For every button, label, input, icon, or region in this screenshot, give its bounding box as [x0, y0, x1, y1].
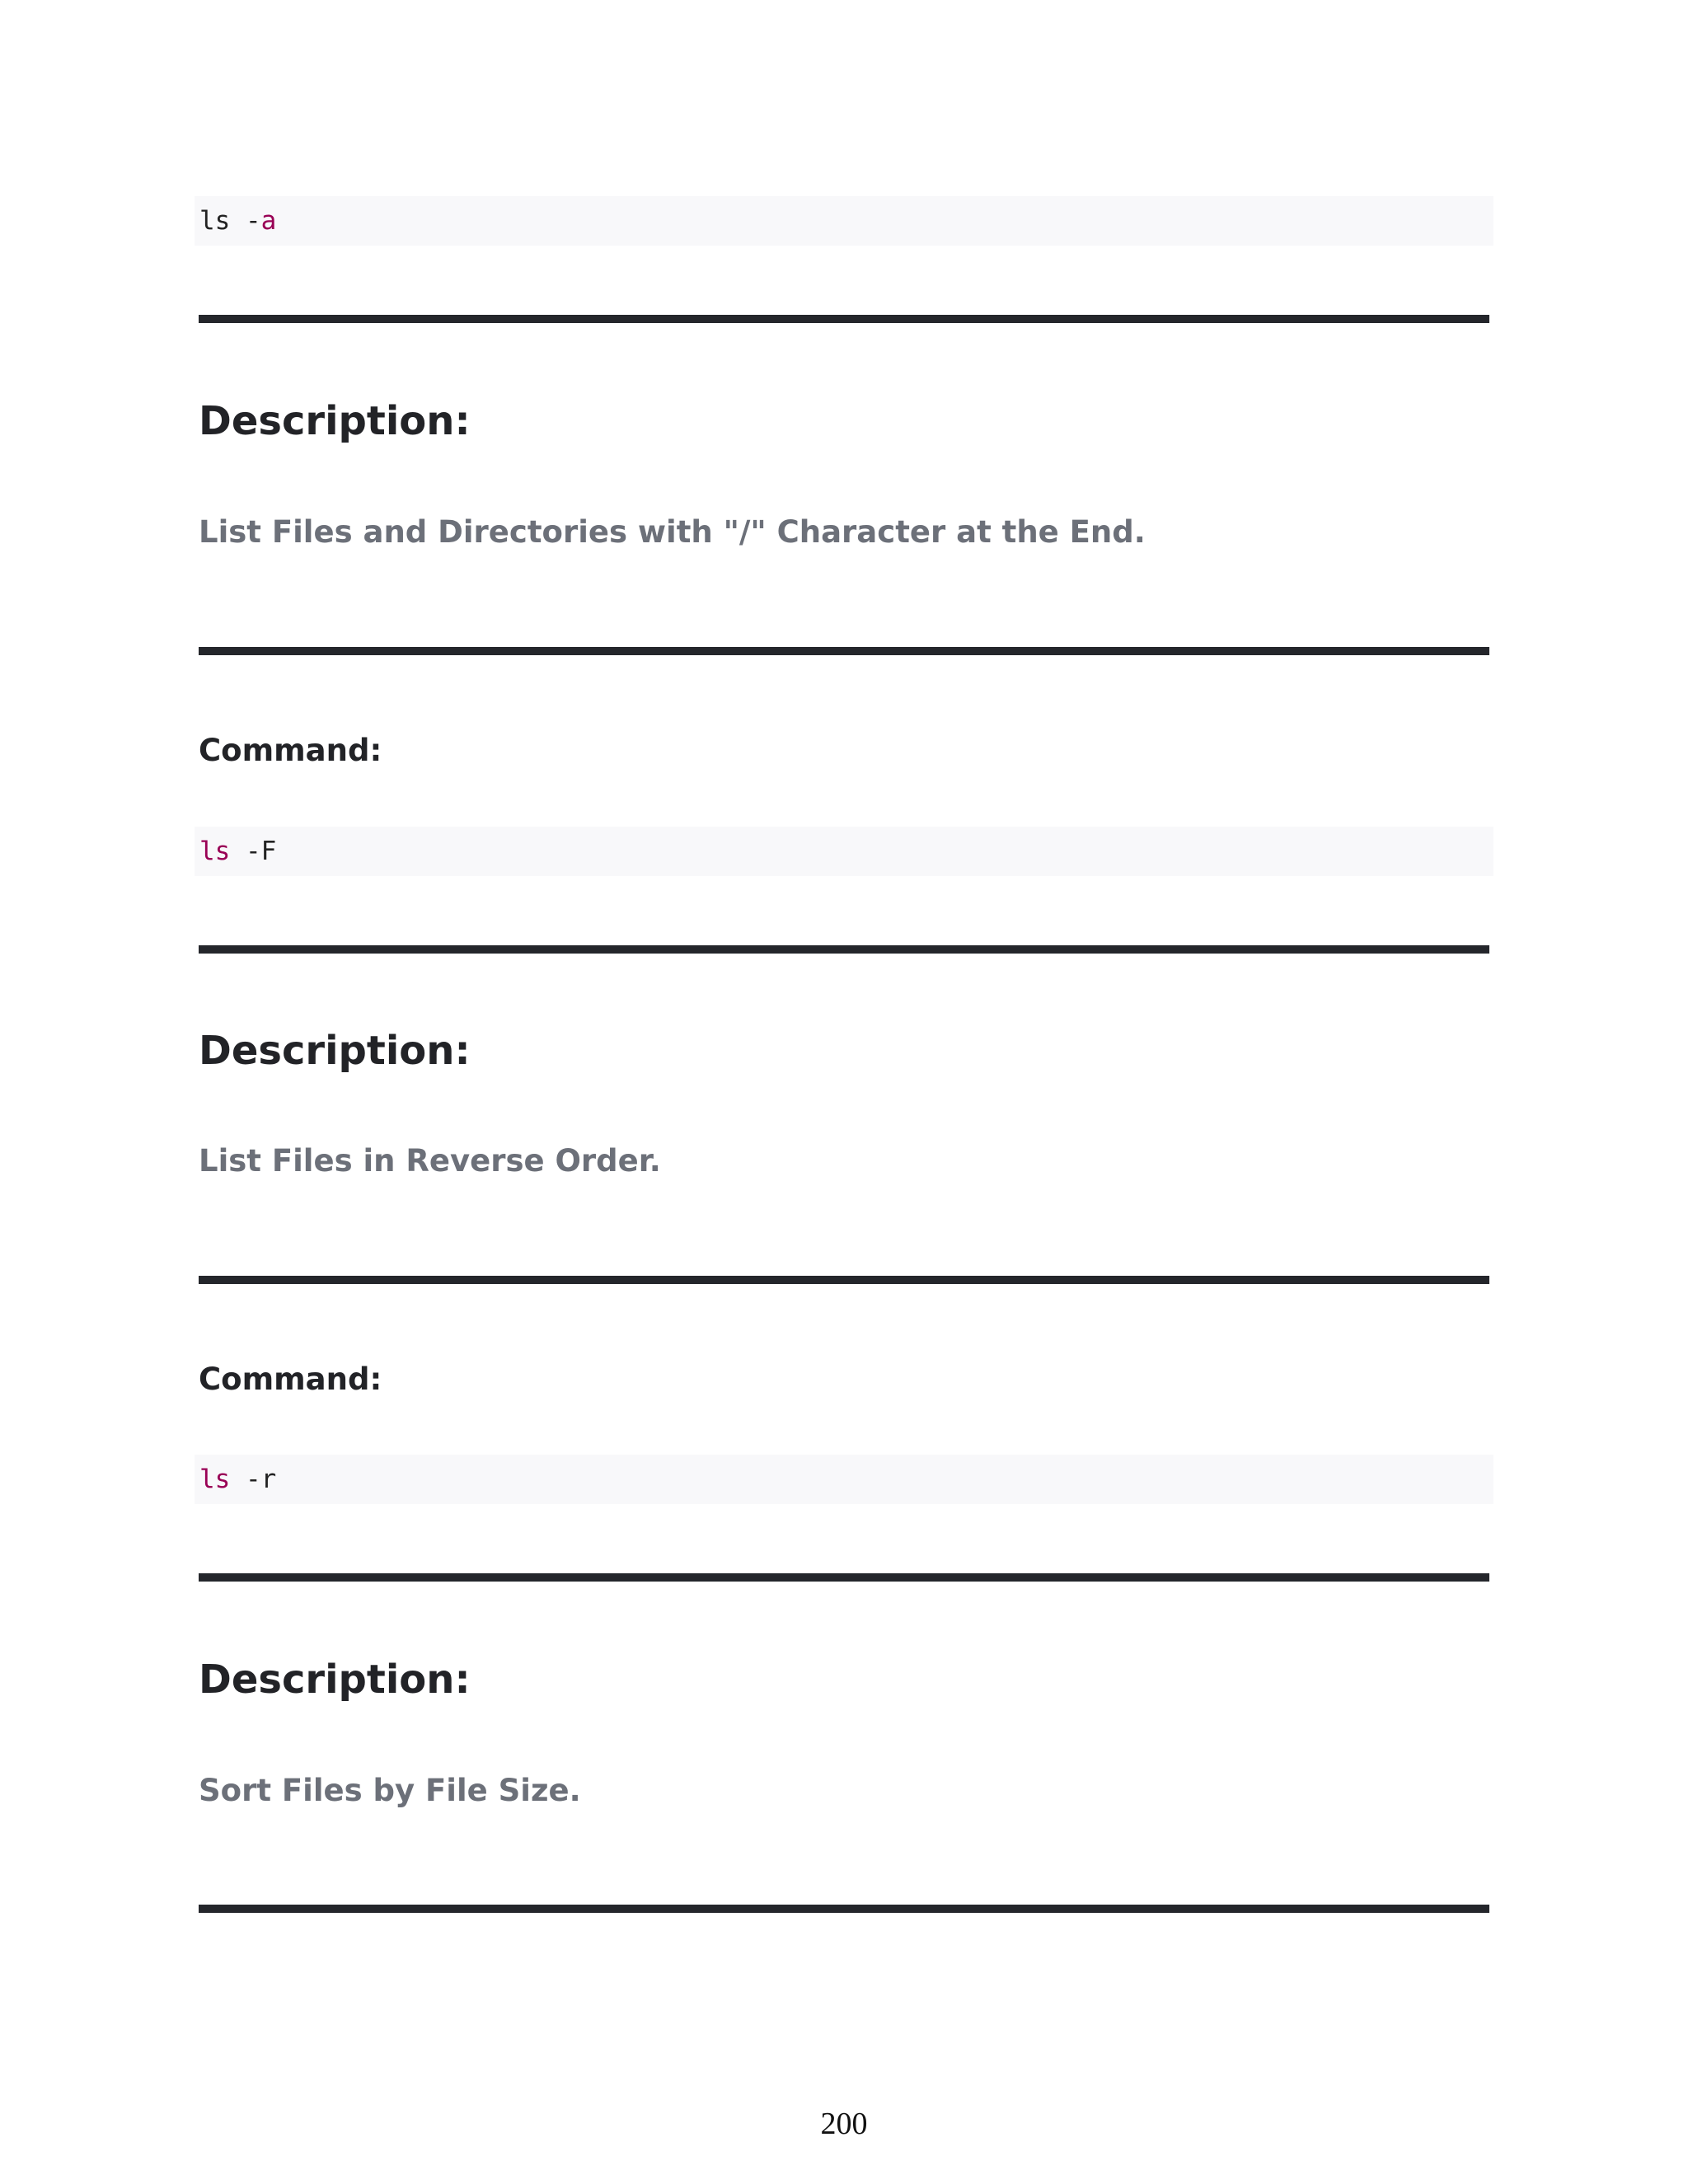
section-divider — [199, 1573, 1489, 1582]
command-heading: Command: — [199, 1361, 382, 1397]
code-flag: r — [260, 1465, 277, 1494]
section-divider — [199, 1905, 1489, 1913]
section-divider — [199, 945, 1489, 954]
description-text: List Files in Reverse Order. — [199, 1143, 661, 1179]
command-heading: Command: — [199, 733, 382, 768]
code-space — [230, 1465, 246, 1494]
code-block-ls-F[interactable] — [195, 827, 1493, 876]
description-heading: Description: — [199, 398, 471, 444]
code-command-name: ls — [199, 837, 231, 866]
code-space — [230, 206, 246, 236]
description-heading: Description: — [199, 1028, 471, 1074]
description-text: Sort Files by File Size. — [199, 1773, 581, 1808]
code-space — [230, 837, 246, 866]
code-command-name: ls — [199, 1465, 231, 1494]
description-text: List Files and Directories with "/" Character at the End. — [199, 514, 1146, 550]
section-divider — [199, 1276, 1489, 1284]
code-block-ls-a[interactable] — [195, 196, 1493, 246]
code-dash: - — [246, 1465, 261, 1494]
code-dash: - — [246, 837, 261, 866]
description-heading: Description: — [199, 1657, 471, 1703]
page-number: 200 — [820, 2107, 868, 2141]
code-flag: a — [260, 206, 277, 236]
code-block-ls-r[interactable] — [195, 1455, 1493, 1504]
code-flag: F — [260, 837, 277, 866]
code-command-name: ls — [199, 206, 231, 236]
code-dash: - — [246, 206, 261, 236]
section-divider — [199, 647, 1489, 655]
section-divider — [199, 315, 1489, 323]
